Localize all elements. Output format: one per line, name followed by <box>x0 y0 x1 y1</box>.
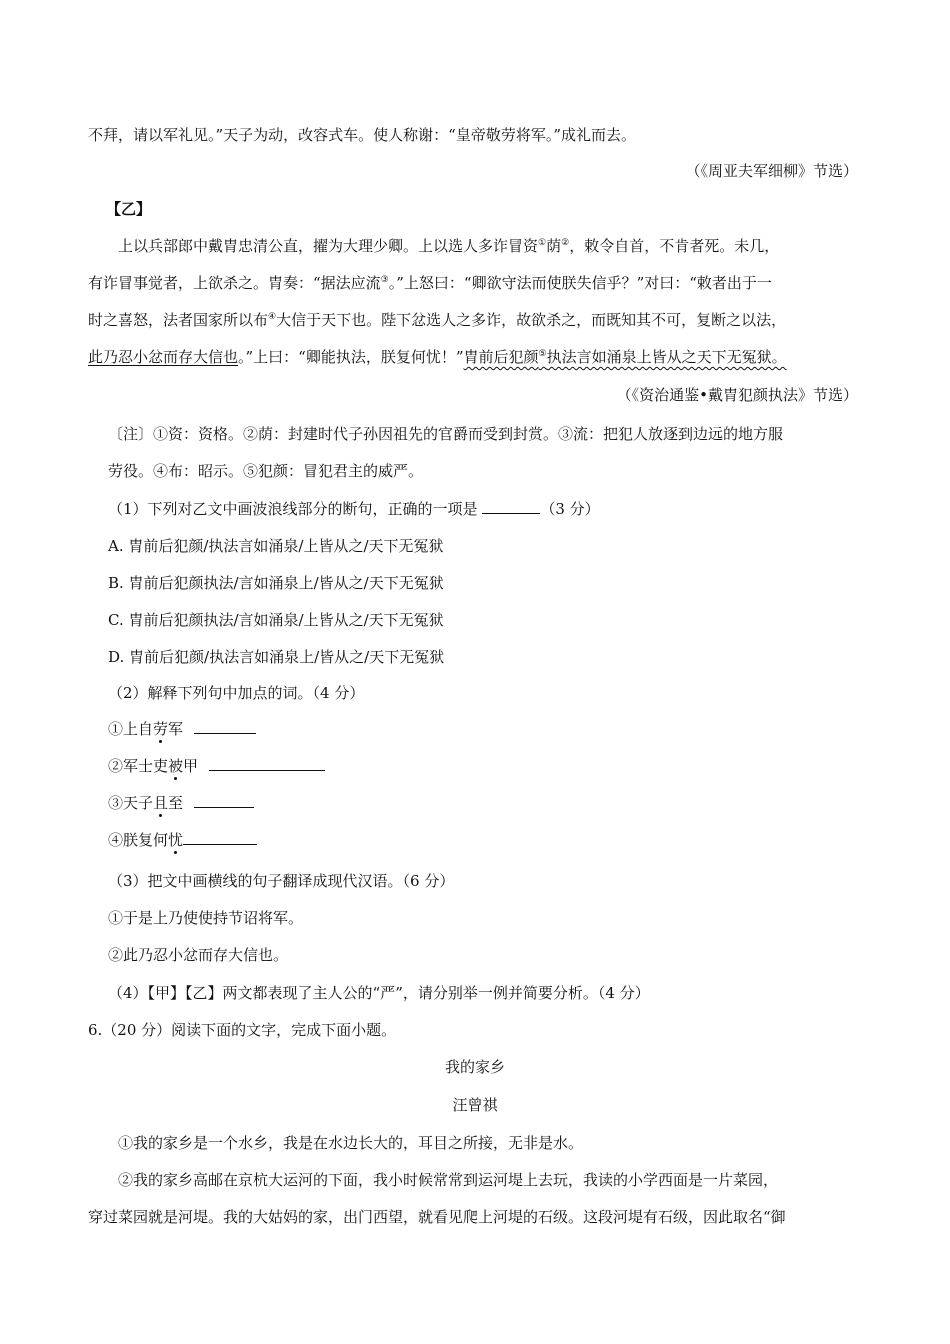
footnote-line: 〔注〕①资：资格。②荫：封建时代子孙因祖先的官爵而受到封赏。③流：把犯人放逐到边远的地方服 <box>108 425 784 443</box>
answer-blank[interactable] <box>183 828 257 845</box>
text-line: 上以兵部郎中戴胄忠清公直，擢为大理少卿。上以选人多诈冒资①荫②，敕令自首，不肯者死。未几， <box>118 237 780 255</box>
text-line: 不拜，请以军礼见。”天子为动，改容式车。使人称谢：“皇帝敬劳将军。”成礼而去。 <box>88 126 637 144</box>
article-author: 汪曾祺 <box>452 1096 498 1114</box>
word-item: ①上自劳军 <box>108 717 256 740</box>
underlined-sentence: 此乃忍小忿而存大信也 <box>88 348 239 366</box>
question-stem: 6.（20 分）阅读下面的文字，完成下面小题。 <box>88 1021 397 1039</box>
answer-blank[interactable] <box>194 717 256 734</box>
paragraph-line: ①我的家乡是一个水乡，我是在水边长大的，耳目之所接，无非是水。 <box>118 1134 584 1152</box>
source-citation: （《周亚夫军细柳》节选） <box>685 162 858 180</box>
wavy-underlined-sentence: 胄前后犯颜⑤执法言如涌泉上皆从之天下无冤狱。 <box>463 348 787 366</box>
section-heading: 【乙】 <box>106 200 152 218</box>
answer-blank[interactable] <box>209 754 325 771</box>
sentence-item: ②此乃忍小忿而存大信也。 <box>108 946 289 964</box>
option-c: C. 胄前后犯颜执法/言如涌泉/上皆从之/天下无冤狱 <box>108 611 444 629</box>
option-a: A. 胄前后犯颜/执法言如涌泉/上皆从之/天下无冤狱 <box>108 537 444 555</box>
question-stem: （2）解释下列句中加点的词。（4 分） <box>108 684 365 702</box>
text-line: 有诈冒事觉者，上欲杀之。胄奏：“据法应流③。”上怒曰：“卿欲守法而使朕失信乎？”对曰：“敕者出于一 <box>88 274 772 292</box>
source-citation: （《资治通鉴•戴胄犯颜执法》节选） <box>616 386 858 404</box>
question-stem: （1）下列对乙文中画波浪线部分的断句，正确的一项是 （3 分） <box>108 497 600 520</box>
footnote-line: 劳役。④布：昭示。⑤犯颜：冒犯君主的威严。 <box>108 462 424 480</box>
question-stem: （4）【甲】【乙】两文都表现了主人公的“严”，请分别举一例并简要分析。（4 分） <box>108 984 650 1002</box>
word-item: ④朕复何忧 <box>108 828 257 851</box>
sentence-item: ①于是上乃使使持节诏将军。 <box>108 909 304 927</box>
answer-blank[interactable] <box>194 791 254 808</box>
option-d: D. 胄前后犯颜/执法言如涌泉上/皆从之/天下无冤狱 <box>108 648 445 666</box>
word-item: ②军士吏被甲 <box>108 754 325 777</box>
article-title: 我的家乡 <box>444 1058 505 1076</box>
option-b: B. 胄前后犯颜执法/言如涌泉上/皆从之/天下无冤狱 <box>108 574 444 592</box>
paragraph-line: ②我的家乡高邮在京杭大运河的下面，我小时候常常到运河堤上去玩，我读的小学西面是一片菜园， <box>118 1171 779 1189</box>
answer-blank[interactable] <box>482 497 540 514</box>
word-item: ③天子且至 <box>108 791 254 814</box>
text-line: 此乃忍小忿而存大信也。”上曰：“卿能执法，朕复何忧！”胄前后犯颜⑤执法言如涌泉上皆从之天下无冤狱。 <box>88 348 787 366</box>
paragraph-line: 穿过菜园就是河堤。我的大姑妈的家，出门西望，就看见爬上河堤的石级。这段河堤有石级，因此取名“御 <box>88 1208 786 1226</box>
question-stem: （3）把文中画横线的句子翻译成现代汉语。（6 分） <box>108 872 455 890</box>
text-line: 时之喜怒，法者国家所以布④大信于天下也。陛下忿选人之多诈，故欲杀之，而既知其不可，复断之以法， <box>88 311 787 329</box>
